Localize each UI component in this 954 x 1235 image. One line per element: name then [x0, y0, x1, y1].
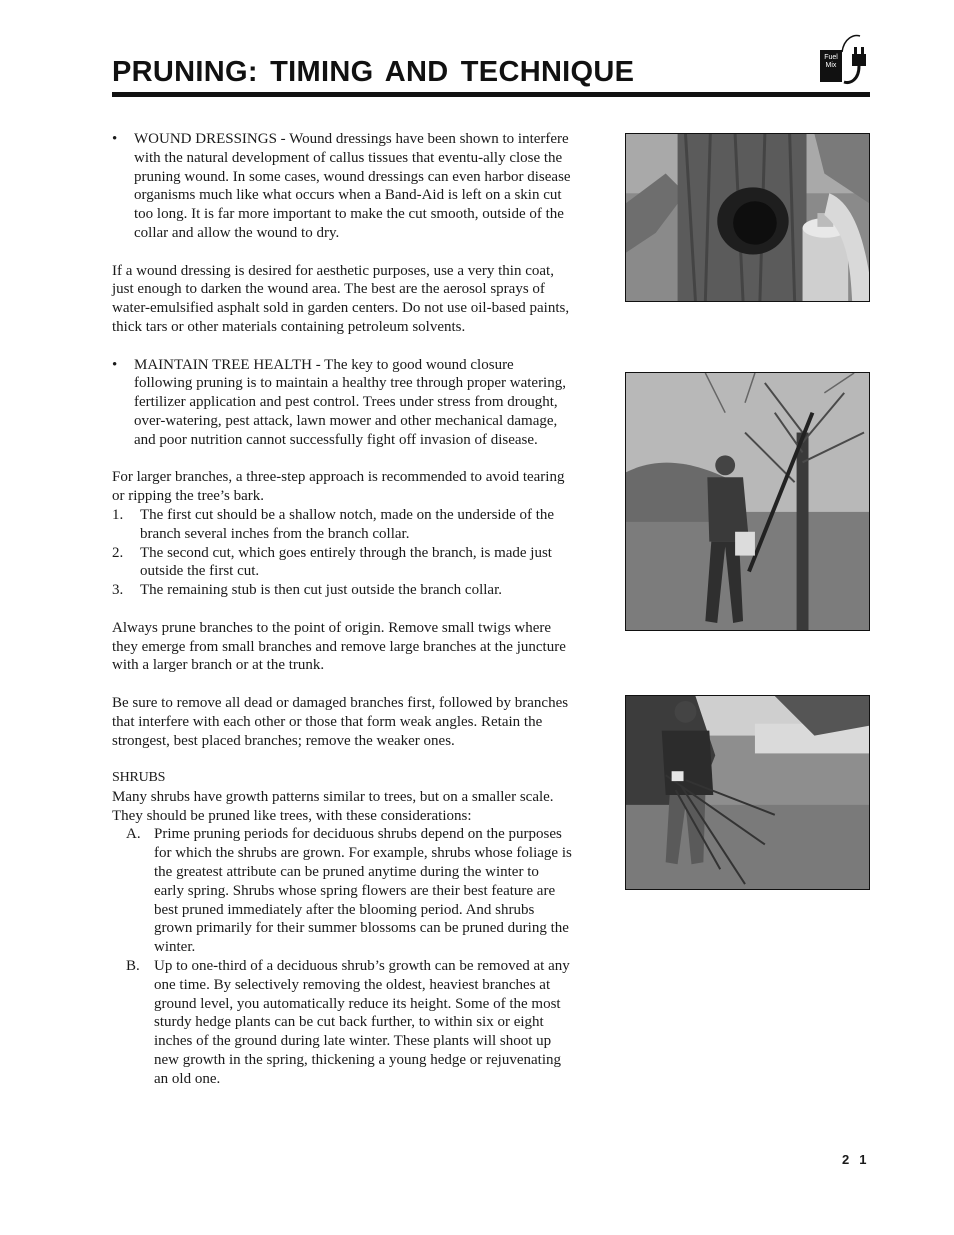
- item-text: Prime pruning periods for deciduous shrubs depend on the purposes for which the shrubs are grown. For example, shrubs whose foliage is the greatest attribute can be pruned anytime during the winter to early spring. Shrubs whose spring flowers are their best feature are best pruned immediately after the blooming period. And shrubs grown primarily for their summer blossoms can be pruned during the winter.: [154, 826, 572, 956]
- wound-dressings-text: WOUND DRESSINGS - Wound dressings have been shown to interfere with the natural development of callus tissues that eventu-ally close the pruning wound. In some cases, wound dressings can even harbor disease organisms much like what occurs when a Band-Aid is left on a skin cut too long. It is far more important to make the cut smooth, outside of the collar and allow the wound to dry.: [134, 131, 571, 241]
- photo-pole-pruner-image: [626, 373, 869, 630]
- shrubs-heading: SHRUBS: [112, 770, 166, 786]
- item-letter: A.: [126, 826, 141, 843]
- larger-branches-section: [112, 468, 572, 600]
- larger-branches-intro: For larger branches, a three-step approach is recommended to avoid tearing or ripping the tree’s bark.: [112, 469, 565, 505]
- steps-list: [112, 506, 572, 600]
- list-item: [126, 825, 572, 957]
- step-number: 3.: [112, 582, 124, 599]
- item-text: Up to one-third of a deciduous shrub’s growth can be removed at any one time. By selectively removing the oldest, heaviest branches at ground level, you automatically reduce its height. Some of the most sturdy hedge plants can be cut back further, to within six or eight inches of the ground during late winter. These plants will shoot up new growth in the spring, thickening a young hedge or rejuvenating an old one.: [154, 958, 570, 1087]
- bullet-tree-health: [112, 356, 572, 450]
- step-text: The remaining stub is then cut just outside the branch collar.: [140, 582, 502, 599]
- body-text: [112, 130, 572, 1089]
- step-text: The second cut, which goes entirely through the branch, is made just outside the first cut.: [140, 544, 552, 580]
- item-letter: B.: [126, 958, 140, 975]
- fuel-can-icon: [820, 50, 842, 82]
- photo-shrub-pruning-image: [626, 696, 869, 889]
- list-item: [112, 506, 572, 544]
- plug-icon: [840, 32, 870, 88]
- list-item: [112, 581, 572, 600]
- remove-dead-paragraph: Be sure to remove all dead or damaged branches first, followed by branches that interfere with each other or those that form weak angles. Retain the strongest, best placed branches; remove the weaker ones.: [112, 694, 569, 749]
- bullet-mark: •: [112, 356, 118, 373]
- photo-wound-dressing: [625, 133, 870, 302]
- bullet-wound-dressings: [112, 130, 572, 243]
- photo-shrub-pruning: [625, 695, 870, 890]
- photo-wound-dressing-image: [626, 134, 869, 301]
- shrubs-list: [126, 825, 572, 1088]
- aesthetic-paragraph: If a wound dressing is desired for aesthetic purposes, use a very thin coat, just enough to darken the wound area. The best are the aerosol sprays of water-emulsified asphalt sold in garden centers. Do not use oil-based paints, thick tars or other materials containing petroleum solvents.: [112, 262, 570, 335]
- step-text: The first cut should be a shallow notch, made on the underside of the branch several inches from the branch collar.: [140, 506, 555, 542]
- photo-pole-pruner: [625, 372, 870, 631]
- page-title: PRUNING: TIMING AND TECHNIQUE: [112, 56, 635, 88]
- bullet-mark: •: [112, 131, 118, 147]
- point-of-origin-paragraph: Always prune branches to the point of origin. Remove small twigs where they emerge from small branches and remove large branches at the juncture with a larger branch or at the trunk.: [112, 619, 566, 674]
- page-number: 21: [842, 1152, 877, 1167]
- tree-health-text: MAINTAIN TREE HEALTH - The key to good wound closure following pruning is to maintain a healthy tree through proper watering, fertilizer application and pest control. Trees under stress from drought, over-watering, pest attack, lawn mower and other mechanical damage, and poor nutrition cannot successfully fight off invasion of disease.: [134, 356, 566, 448]
- fuel-label: Fuel: [824, 54, 838, 61]
- title-rule: [112, 92, 870, 97]
- list-item: [112, 544, 572, 582]
- step-number: 2.: [112, 544, 124, 561]
- list-item: [126, 957, 572, 1089]
- step-number: 1.: [112, 506, 124, 523]
- shrubs-intro: Many shrubs have growth patterns similar to trees, but on a smaller scale. They should be pruned like trees, with these considerations:: [112, 788, 554, 824]
- mix-label: Mix: [825, 62, 837, 69]
- fuel-mix-icon: [818, 32, 870, 88]
